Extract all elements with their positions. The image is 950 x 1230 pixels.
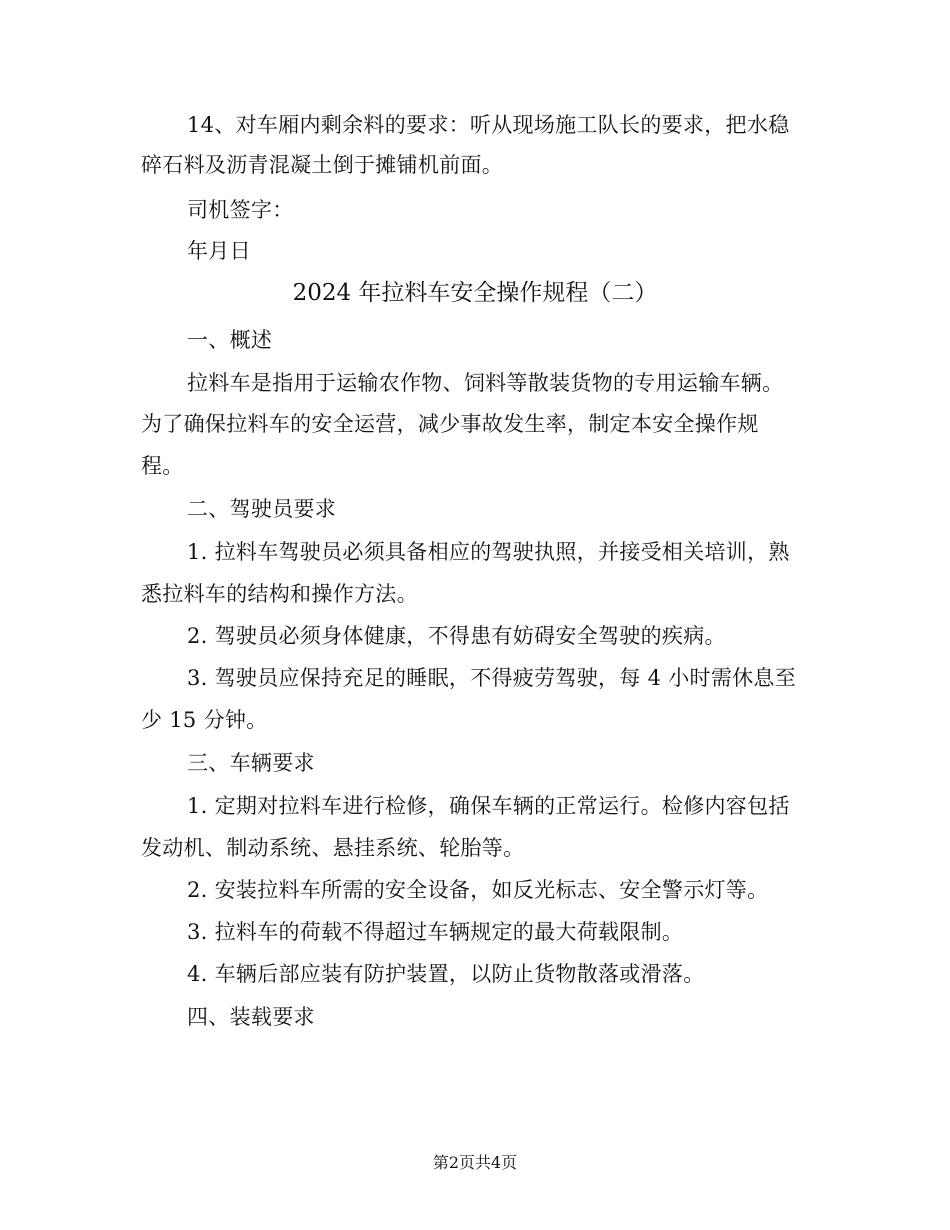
paragraph-line: 2. 驾驶员必须身体健康，不得患有妨碍安全驾驶的疾病。 xyxy=(187,624,726,648)
paragraph-line: 1. 拉料车驾驶员必须具备相应的驾驶执照，并接受相关培训，熟 xyxy=(187,540,790,564)
paragraph-line: 碎石料及沥青混凝土倒于摊铺机前面。 xyxy=(141,153,504,177)
date-label: 年月日 xyxy=(187,239,251,263)
paragraph-line: 4. 车辆后部应装有防护装置，以防止货物散落或滑落。 xyxy=(187,962,705,986)
page-number: 第2页共4页 xyxy=(432,1153,518,1172)
paragraph-line: 程。 xyxy=(141,454,184,478)
paragraph-line: 发动机、制动系统、悬挂系统、轮胎等。 xyxy=(141,836,525,860)
paragraph-line: 少 15 分钟。 xyxy=(141,708,268,732)
paragraph-line: 3. 驾驶员应保持充足的睡眠，不得疲劳驾驶，每 4 小时需休息至 xyxy=(187,666,797,690)
section-heading: 一、概述 xyxy=(187,328,273,352)
signature-label: 司机签字： xyxy=(187,198,294,222)
paragraph-line: 14、对车厢内剩余料的要求：听从现场施工队长的要求，把水稳 xyxy=(187,113,790,137)
paragraph-line: 2. 安装拉料车所需的安全设备，如反光标志、安全警示灯等。 xyxy=(187,878,769,902)
paragraph-line: 3. 拉料车的荷载不得超过车辆规定的最大荷载限制。 xyxy=(187,920,684,944)
paragraph-line: 悉拉料车的结构和操作方法。 xyxy=(141,582,418,606)
section-heading: 二、驾驶员要求 xyxy=(187,497,337,521)
paragraph-line: 拉料车是指用于运输农作物、饲料等散装货物的专用运输车辆。 xyxy=(187,371,784,395)
section-heading: 四、装载要求 xyxy=(187,1005,315,1029)
section-heading: 三、车辆要求 xyxy=(187,751,315,775)
document-title: 2024 年拉料车安全操作规程（二） xyxy=(292,280,658,306)
paragraph-line: 1. 定期对拉料车进行检修，确保车辆的正常运行。检修内容包括 xyxy=(187,794,790,818)
paragraph-line: 为了确保拉料车的安全运营，减少事故发生率，制定本安全操作规 xyxy=(141,412,759,436)
